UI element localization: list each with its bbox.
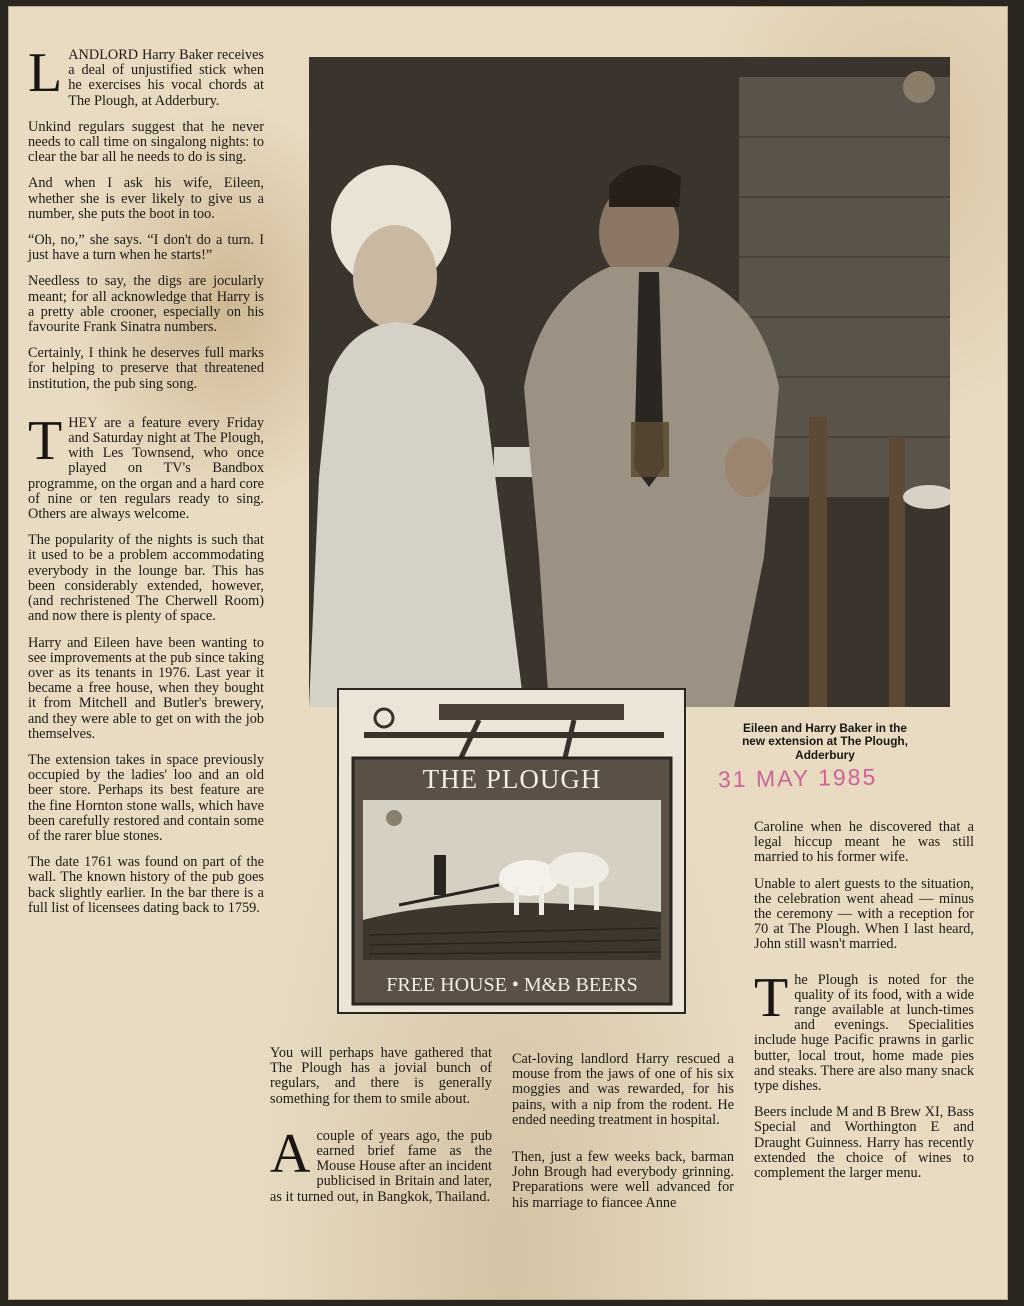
paragraph: You will perhaps have gathered that The Plough has a jovial bunch of regulars, and there is generally something for them to smile about. <box>270 1045 492 1107</box>
drop-cap: T <box>28 409 63 472</box>
paragraph: Unkind regulars suggest that he never needs to call time on singalong nights: to clear the bar all he needs to do is sing. <box>28 118 264 166</box>
paragraph: LANDLORD Harry Baker receives a deal of unjustified stick when he exercises his vocal chords at The Plough, at Adderbury. <box>28 42 264 109</box>
paragraph: Certainly, I think he deserves full marks for helping to preserve that threatened institution, the pub sing song. <box>28 345 264 392</box>
photo-caption: Eileen and Harry Baker in the new extension at The Plough, Adderbury <box>742 721 908 762</box>
paragraph: The extension takes in space previously occupied by the ladies' loo and an old beer store. Perhaps its best feature are the fine Hornton stone walls, which have been carefully restored and contain some of the rarer blue stones. <box>28 751 264 844</box>
paragraph: Needless to say, the digs are jocularly meant; for all acknowledge that Harry is a pretty able crooner, especially on his favourite Frank Sinatra numbers. <box>28 273 264 336</box>
photo-eileen-and-harry-baker <box>309 57 950 707</box>
paragraph: Cat-loving landlord Harry rescued a mouse from the jaws of one of his six moggies and was rewarded, for his pains, with a nip from the rodent. He ended needing treatment in hospital. <box>512 1051 734 1128</box>
paragraph: Acouple of years ago, the pub earned brief fame as the Mouse House after an incident publicised in Britain and later, as it turned out, in Bangkok, Thailand. <box>270 1122 492 1205</box>
paragraph: The date 1761 was found on part of the wall. The known history of the pub goes back slightly earlier. In the bar there is a full list of licensees dating back to 1759. <box>28 854 264 916</box>
drop-cap: A <box>270 1122 311 1185</box>
sign-title: THE PLOUGH <box>422 764 602 794</box>
paragraph: THEY are a feature every Friday and Saturday night at The Plough, with Les Townsend, who once played on TV's Bandbox programme, on the organ and a hard core of nine or ten regulars ready to sing. Others are always welcome. <box>28 409 264 523</box>
article-column-3 <box>512 1052 734 1222</box>
paragraph: The Plough is noted for the quality of its food, with a wide range available at lunch-times and evenings. Specialities include huge Pacific prawns in garlic butter, local trout, home made pies and steaks. There are also many snack type dishes. <box>754 966 974 1095</box>
paragraph: The popularity of the nights is such that it used to be a problem accommodating everybody in the lounge bar. This has been considerably extended, however, (and rechristened The Cherwell Room) and now there is plenty of space. <box>28 532 264 625</box>
paragraph: And when I ask his wife, Eileen, whether she is ever likely to give us a number, she puts the boot in too. <box>28 175 264 222</box>
photo-illustration <box>309 57 950 707</box>
drop-cap: L <box>28 42 63 104</box>
paragraph: Unable to alert guests to the situation, the celebration went ahead — minus the ceremony — with a reception for 70 at The Plough. When I last heard, John still wasn't married. <box>754 875 974 953</box>
date-stamp: 31 MAY 1985 <box>717 763 878 793</box>
article-column-4 <box>754 820 974 1192</box>
paragraph: Harry and Eileen have been wanting to see improvements at the pub since taking over as its tenants in 1976. Last year it became a free house, when they bought it from Mitchell and Butler's brewery, and they were able to get on with the job themselves. <box>28 634 264 742</box>
drop-cap: T <box>754 966 789 1029</box>
paragraph: Then, just a few weeks back, barman John Brough had everybody grinning. Preparations were well advanced for his marriage to fiancee Anne <box>512 1149 734 1211</box>
paragraph: Caroline when he discovered that a legal hiccup meant he was still married to his former wife. <box>754 819 974 866</box>
pub-sign-illustration <box>337 688 686 1014</box>
paragraph: “Oh, no,” she says. “I don't do a turn. I just have a turn when he starts!” <box>28 232 264 264</box>
article-column-1 <box>28 42 264 927</box>
article-column-2 <box>270 1046 492 1216</box>
paragraph: Beers include M and B Brew XI, Bass Special and Worthington E and Draught Guinness. Harry has recently extended the choice of wines to complement the larger menu. <box>754 1104 974 1182</box>
sign-footer: FREE HOUSE • M&B BEERS <box>386 974 638 996</box>
